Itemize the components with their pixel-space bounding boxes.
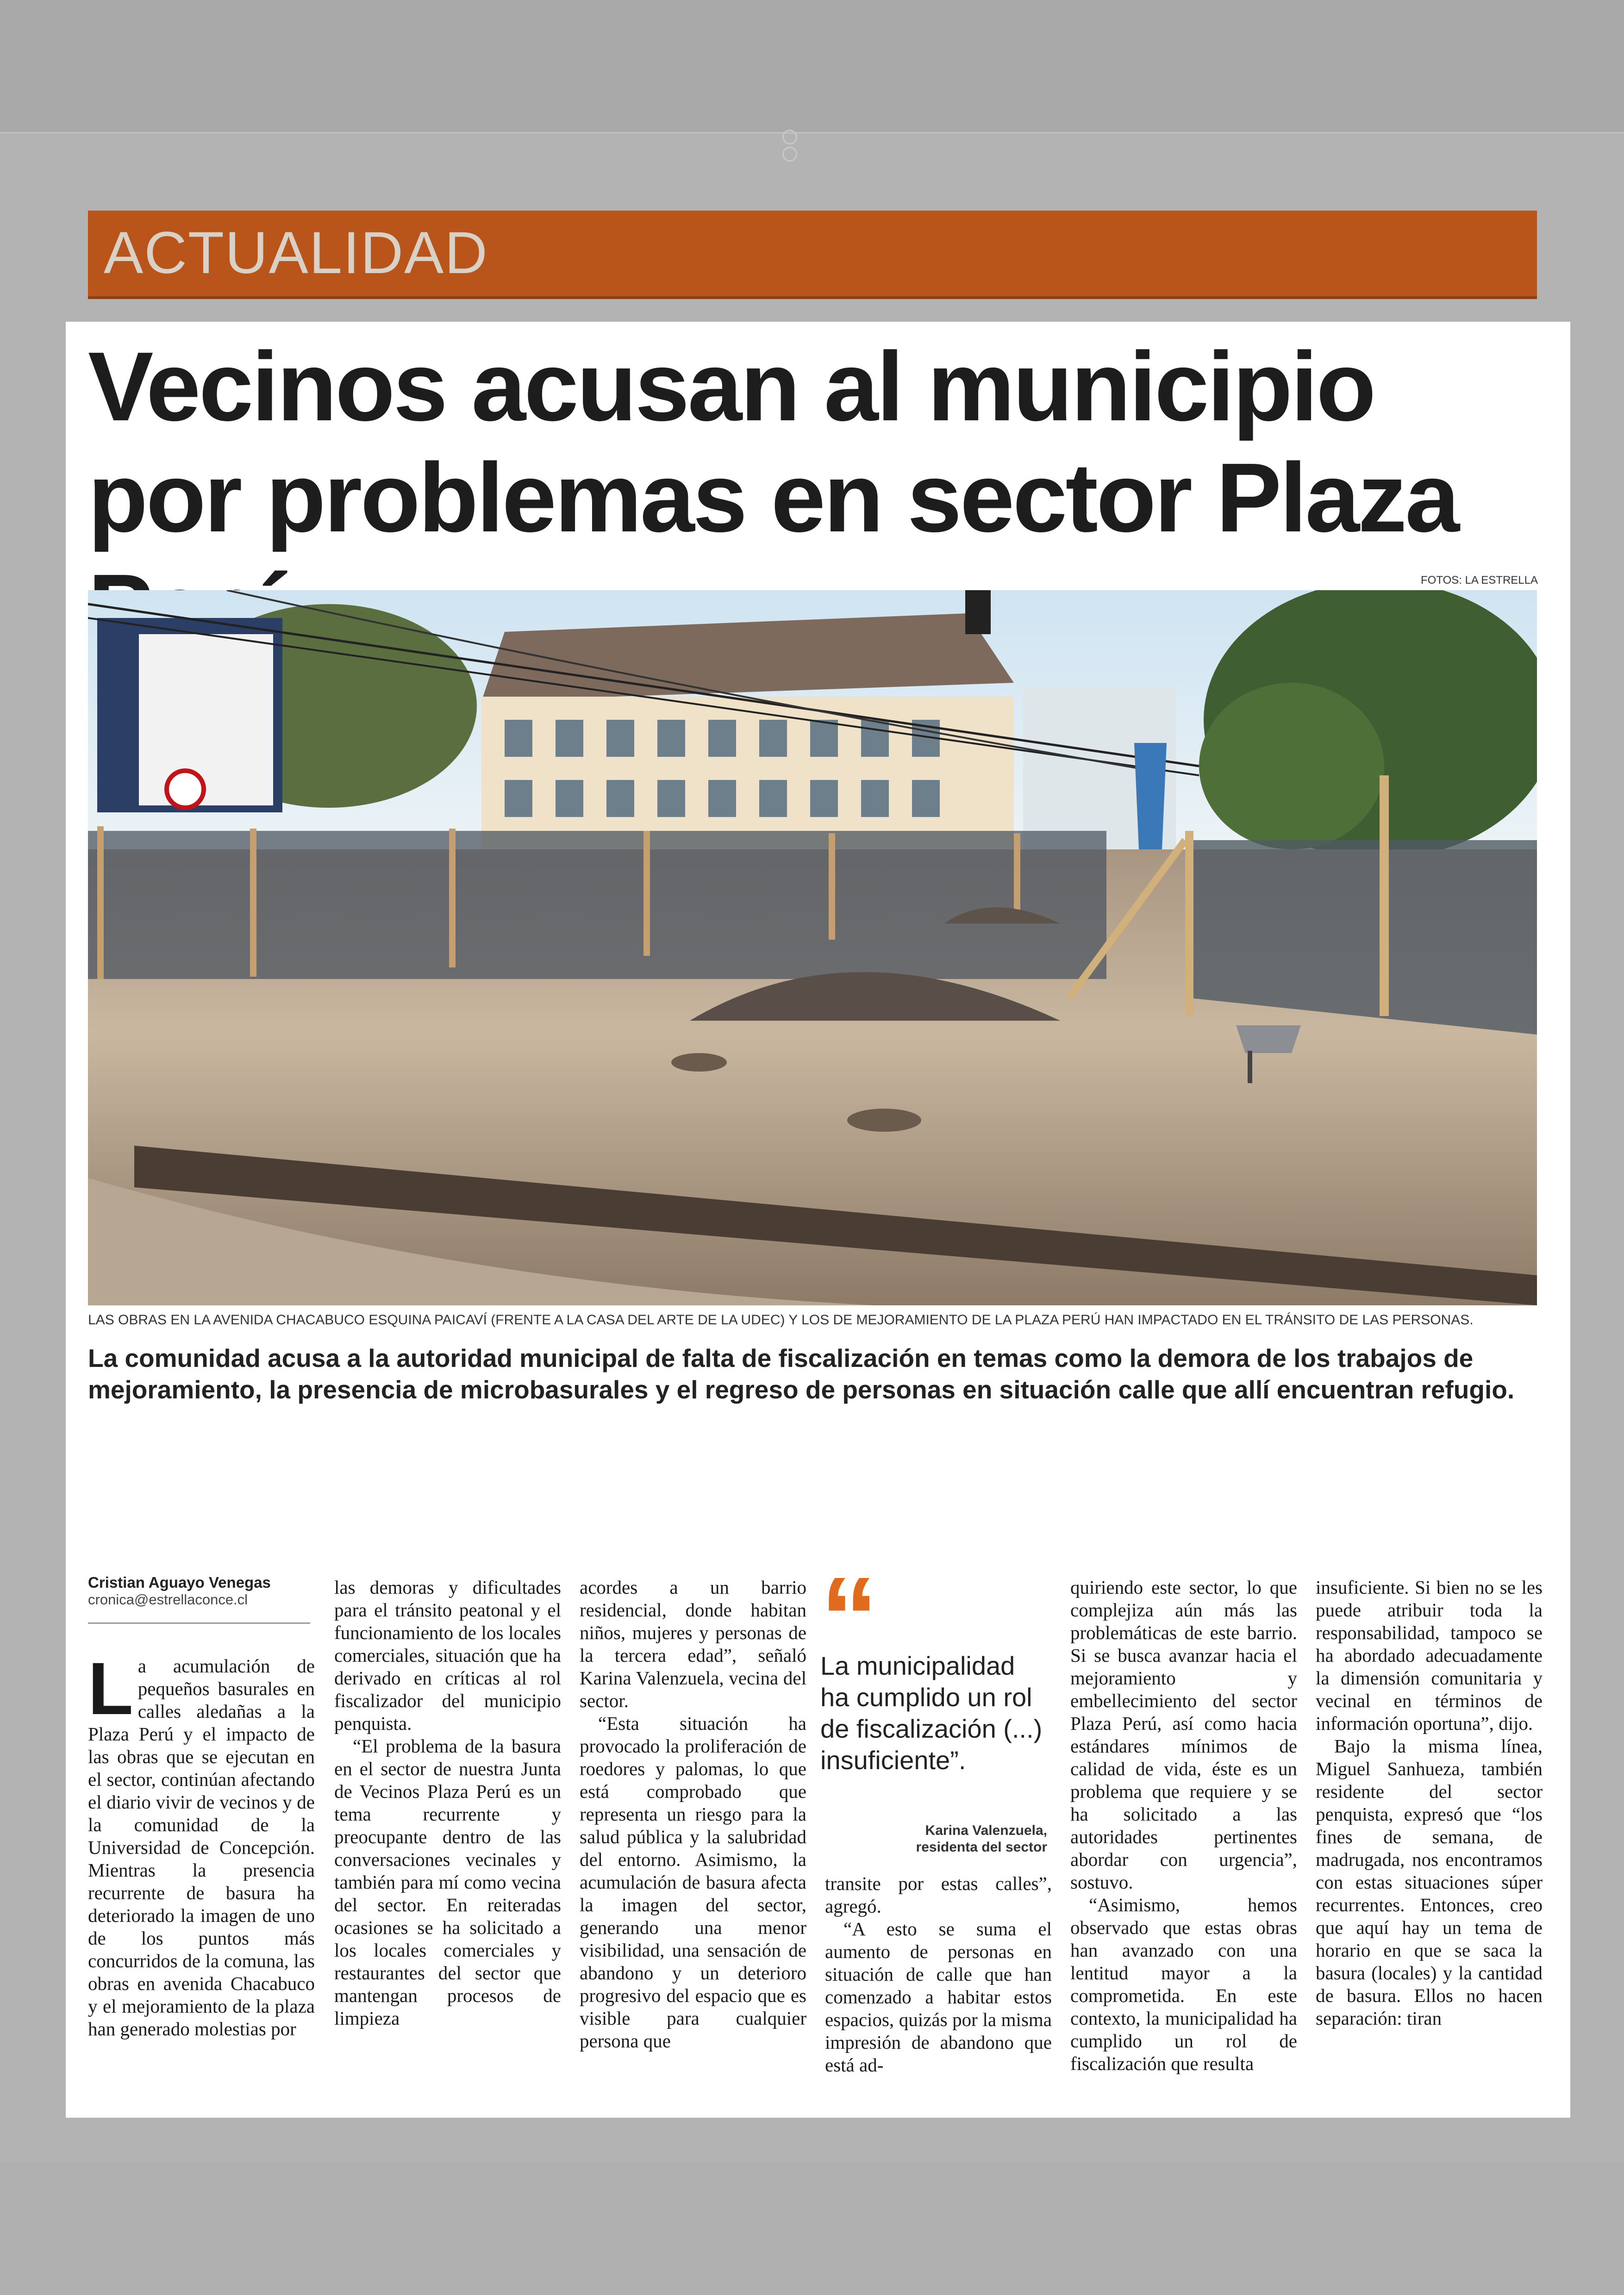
photo-caption: LAS OBRAS EN LA AVENIDA CHACABUCO ESQUINA PAICAVÍ (FRENTE A LA CASA DEL ARTE DE LA UDEC) Y LOS DE MEJORAMIENTO DE LA PLAZA PERÚ HAN IMPACTADO EN EL TRÁNSITO DE LAS PERSONAS. <box>88 1312 1474 1328</box>
pull-quote-attribution <box>820 1822 1047 1856</box>
page-dot-icon[interactable] <box>782 130 797 144</box>
photo-credit: FOTOS: LA ESTRELLA <box>1421 574 1538 586</box>
section-title: ACTUALIDAD <box>104 220 488 286</box>
quote-source-name: Karina Valenzuela, <box>925 1823 1047 1838</box>
article-column-3 <box>580 1576 806 2052</box>
body-paragraph: Bajo la misma línea, Miguel Sanhueza, también residente del sector penquista, expresó que “los fines de semana, de madrugada, nos encontramos con estas situaciones súper recurrentes. Entonces, creo que aquí hay un tema de horario en que se saca la basura (locales) y la cantidad de basura. Ellos no hacen separación: tiran <box>1316 1735 1543 2029</box>
body-paragraph: transite por estas calles”, agregó. <box>825 1873 1052 1917</box>
byline <box>88 1574 310 1608</box>
body-paragraph: acordes a un barrio residencial, donde habitan niños, mujeres y personas de la tercera edad”, señaló Karina Valenzuela, vecina del sector. <box>580 1577 806 1711</box>
article-deck: La comunidad acusa a la autoridad municipal de falta de fiscalización en temas como la demora de los trabajos de mejoramiento, la presencia de microbasurales y el regreso de personas en situación calle que allí encuentran refugio. <box>88 1344 1515 1404</box>
paragraph-text: a acumulación de pequeños basurales en calles aledañas a la Plaza Perú y el impacto de las obras que se ejecutan en el sector, continúan afectando el diario vivir de vecinos y de la comunidad de la Universidad de Concepción. Mientras la presencia recurrente de basura ha deteriorado la imagen de uno de los puntos más concurridos de la comuna, las obras en avenida Chacabuco y el mejoramiento de la plaza han generado molestias por <box>88 1655 315 2039</box>
body-paragraph: insuficiente. Si bien no se les puede atribuir toda la responsabilidad, tampoco se ha abordado adecuadamente la dimensión comunitaria y vecinal en términos de información oportuna”, dijo. <box>1316 1577 1543 1734</box>
drop-cap: L <box>88 1647 133 1730</box>
article-column-6 <box>1316 1576 1543 2030</box>
byline-divider <box>88 1622 310 1624</box>
body-paragraph: quiriendo este sector, lo que complejiza aún más las problemáticas de este barrio. Si se busca avanzar hacia el mejoramiento y embellecimiento del sector Plaza Perú, así como hacia estándares mínimos de calidad de vida, éste es un problema que requiere y se ha solicitado a las autoridades pertinentes abordar con urgencia”, sostuvo. <box>1070 1577 1297 1893</box>
page-indicator[interactable] <box>782 130 843 143</box>
body-paragraph: “Esta situación ha provocado la proliferación de roedores y palomas, lo que está comprobado que representa un riesgo para la salud pública y la salubridad del entorno. Asimismo, la acumulación de basura afecta la imagen del sector, generando una menor visibilidad, una sensación de abandono y un deterioro progresivo del espacio que es visible para cualquier persona que <box>580 1713 806 2052</box>
article-sheet <box>66 322 1570 2118</box>
body-paragraph: “A esto se suma el aumento de personas en situación de calle que han comenzado a habitar estos espacios, quizás por la misma impresión de abandono que está ad- <box>825 1918 1052 2076</box>
body-paragraph: “El problema de la basura en el sector de nuestra Junta de Vecinos Plaza Perú es un tema recurrente y preocupante dentro de las conversaciones vecinales y también para mí como vecina del sector. En reiteradas ocasiones se ha solicitado a los locales comerciales y restaurantes del sector que mantengan procesos de limpieza <box>334 1735 561 2029</box>
body-paragraph: “Asimismo, hemos observado que estas obras han avanzado con una lentitud mayor a la comprometida. En este contexto, la municipalidad ha cumplido un rol de fiscalización que resulta <box>1070 1894 1297 2074</box>
author-email[interactable]: cronica@estrellaconce.cl <box>88 1591 248 1608</box>
page-dot-icon[interactable] <box>782 147 797 162</box>
viewer-top-bar <box>0 0 1624 132</box>
pull-quote-text: La municipalidad ha cumplido un rol de fiscalización (...) insuficiente”. <box>820 1651 1043 1775</box>
construction-photo <box>88 590 1537 1305</box>
article-column-2 <box>334 1576 561 2030</box>
headline: Vecinos acusan al municipio por problemas en sector Plaza <box>88 331 1458 552</box>
quote-source-role: residenta del sector <box>916 1840 1047 1855</box>
body-paragraph: las demoras y dificultades para el tránsito peatonal y el funcionamiento de los locales comerciales, situación que ha derivado en críticas al rol fiscalizador del municipio penquista. <box>334 1577 561 1734</box>
article-column-4 <box>825 1872 1052 2077</box>
quote-mark-icon: “ <box>820 1553 878 1682</box>
pull-quote <box>820 1553 1047 1856</box>
section-banner <box>88 211 1537 296</box>
article-column-5 <box>1070 1576 1297 2075</box>
body-paragraph <box>88 1647 315 2040</box>
author-name: Cristian Aguayo Venegas <box>88 1574 271 1591</box>
viewer-bottom-area <box>0 2162 1624 2295</box>
article-column-1 <box>88 1647 315 2040</box>
